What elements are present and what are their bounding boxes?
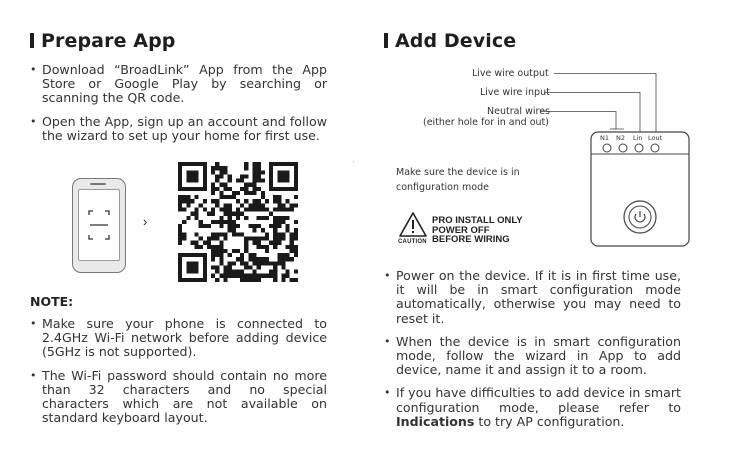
smart-switch-device [590,131,690,247]
warning-line-2: POWER OFF [432,224,490,236]
prepare-app-heading [30,30,175,52]
list-item: • Open the App, sign up an account and follow the wizard to set up your home for first use. [30,115,327,143]
terminal-n1: N1 [600,134,609,142]
phone-illustration [72,178,126,273]
last-bullet-text: If you have difficulties to add device in smart configuration mode, please refer to [396,385,681,415]
last-bullet-tail: to try AP configuration. [474,413,625,429]
neutral-wires-sublabel: (either hole for in and out) [423,117,549,128]
note-list [30,317,327,434]
config-mode-line-2: configuration mode [396,182,489,193]
list-item [384,386,681,429]
warning-icon [398,211,428,238]
warning-line-3: BEFORE WIRING [432,234,510,245]
list-item: • Make sure your phone is connected to 2.4GHz Wi-Fi network before adding device (5GHz is not supported). [30,317,327,360]
live-wire-input-label: Live wire input [480,87,550,98]
scan-frame-icon [79,190,119,260]
add-device-list [384,269,681,438]
list-item: • The Wi-Fi password should contain no more than 32 characters and no special characters which are not available on standard keyboard layout. [30,369,327,426]
arrow-right-icon: › [143,214,148,229]
terminal-n2: N2 [616,134,625,142]
terminal-lin: Lin [633,134,643,142]
list-item: • Download “BroadLink” App from the App Store or Google Play by searching or scanning the QR code. [30,63,327,106]
config-mode-line-1: Make sure the device is in [396,167,520,178]
terminal-lout: Lout [648,134,663,142]
note-heading: NOTE: [30,294,74,309]
caution-label: CAUTION [398,239,427,245]
list-item: • When the device is in smart configuration mode, follow the wizard in App to add device, name it and assign it to a room. [384,335,681,378]
indications-reference: Indications [396,413,475,429]
prepare-app-title: Prepare App [41,30,176,52]
column-divider [353,161,354,162]
qr-code [178,162,298,282]
add-device-title: Add Device [395,30,517,52]
list-item: • Power on the device. If it is in first time use, it will be in smart configuration mode automatically, otherwise you may need to reset it. [384,269,681,326]
prepare-app-list [30,63,327,152]
heading-bar [30,33,34,48]
live-wire-output-label: Live wire output [472,68,549,79]
warning-text [432,216,523,245]
phone-screen [78,189,120,261]
config-mode-note [396,165,520,195]
warning-line-1: PRO INSTALL ONLY [432,215,523,226]
neutral-wires-label: Neutral wires [487,106,550,117]
phone-speaker [90,183,106,185]
